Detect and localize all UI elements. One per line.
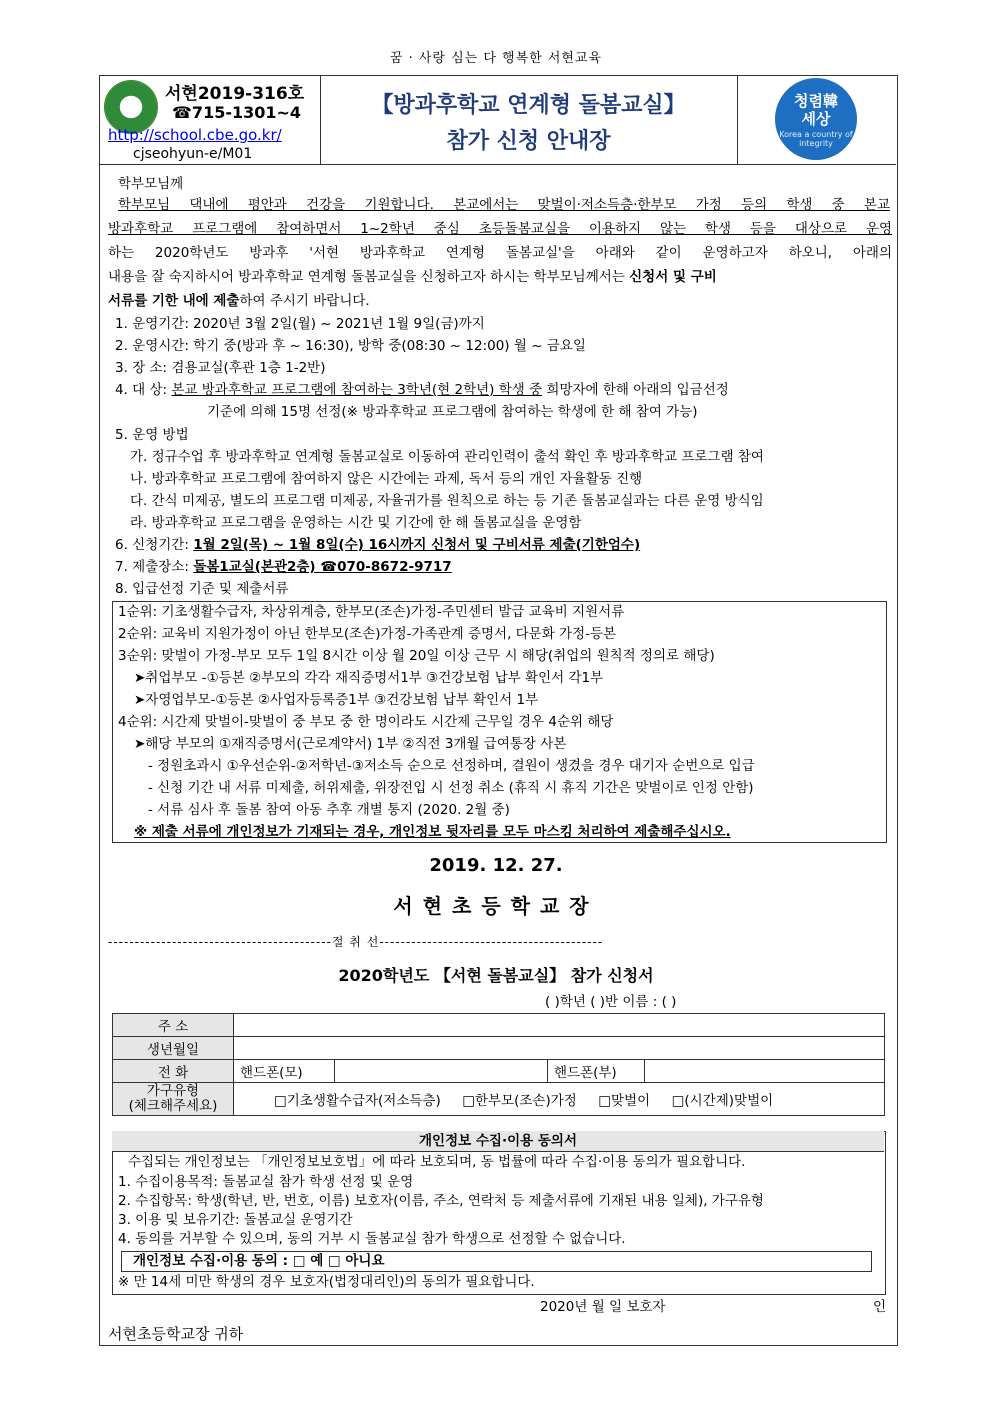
criteria-note-1: - 정원초과시 ①우선순위-②저학년-③저소득 순으로 선정하며, 결원이 생겼을 경우 대기자 순번으로 입급 — [148, 758, 755, 774]
brand-text-2: 세상 — [801, 110, 831, 128]
motto: 꿈 · 사랑 심는 다 행복한 서현교육 — [389, 51, 603, 66]
item-hours: 2. 운영시간: 학기 중(방과 후 ~ 16:30), 방학 중(08:30 ~ 12:00) 월 ~ 금요일 — [115, 338, 586, 354]
cut-line-text: 절 취 선 — [331, 935, 380, 949]
criteria-4-docs: ➤해당 부모의 ①재직증명서(근로계약서) 1부 ②직전 3개월 급여통장 사본 — [134, 736, 567, 752]
signature-line: 2020년 월 일 보호자 — [540, 1299, 666, 1315]
item-method-d: 라. 방과후학교 프로그램을 운영하는 시간 및 기간에 한 해 돌봄교실을 운영함 — [130, 515, 582, 531]
consent-intro: 수집되는 개인정보는 「개인정보보호법」에 따라 보호되며, 동 법률에 따라 수집·이용 동의가 필요합니다. — [128, 1154, 746, 1170]
address-input[interactable] — [234, 1014, 885, 1037]
household-option-low-income[interactable]: □기초생활수급자(저소득층) — [274, 1093, 441, 1109]
header-divider — [99, 164, 896, 165]
table-row — [113, 1014, 885, 1037]
intro-line-5a: 서류를 기한 내에 제출 — [108, 293, 240, 309]
principal-title: 서현초등학교장 — [393, 894, 599, 918]
household-type-label-2: (체크해주세요) — [128, 1098, 218, 1114]
item-period: 1. 운영기간: 2020년 3월 2일(월) ~ 2021년 1월 9일(금)까지 — [115, 316, 485, 332]
item-target-cont: 기준에 의해 15명 선정(※ 방과후학교 프로그램에 참여하는 학생에 한 해 참여 가능) — [207, 404, 698, 420]
school-phone: ☎715-1301~4 — [172, 103, 302, 122]
dad-phone-label: 핸드폰(부) — [548, 1060, 645, 1083]
intro-line-2: 방과후학교 프로그램에 참여하면서 1~2학년 중심 초등돌봄교실을 이용하지 않는 학생 등을 대상으로 운영 — [108, 221, 892, 237]
item-criteria: 8. 입급선정 기준 및 제출서류 — [115, 581, 289, 597]
item-method: 5. 운영 방법 — [115, 427, 189, 443]
household-option-dual-income[interactable]: □맞벌이 — [598, 1093, 651, 1109]
school-url-link[interactable]: http://school.cbe.go.kr/ — [108, 126, 282, 144]
brand-subtext: Korea a country of integrity — [779, 130, 853, 148]
item-apply-period-label: 6. 신청기간: — [115, 537, 194, 553]
criteria-4: 4순위: 시간제 맞벌이-맞벌이 중 부모 중 한 명이라도 시간제 근무일 경우 4순위 해당 — [118, 714, 614, 730]
item-method-b: 나. 방과후학교 프로그램에 참여하지 않은 시간에는 과제, 독서 등의 개인 자율활동 진행 — [130, 471, 643, 487]
form-title: 2020학년도 【서현 돌봄교실】 참가 신청서 — [338, 966, 654, 985]
household-type-label — [113, 1083, 234, 1116]
document-number: 서현2019-316호 — [165, 84, 305, 104]
item-method-a: 가. 정규수업 후 방과후학교 연계형 돌봄교실로 이동하여 관리인력이 출석 확인 후 방과후학교 프로그램 참여 — [130, 449, 764, 465]
brand-text — [775, 92, 857, 128]
intro-line-3: 하는 2020학년도 방과후 '서현 방과후학교 연계형 돌봄교실'을 아래와 같이 운영하고자 하오니, 아래의 — [108, 245, 892, 261]
item-place: 3. 장 소: 겸용교실(후관 1층 1-2반) — [115, 360, 326, 376]
item-target-underlined: 본교 방과후학교 프로그램에 참여하는 3학년(현 2학년) 학생 중 — [171, 382, 543, 398]
table-row — [113, 1037, 885, 1060]
table-row — [113, 1060, 885, 1083]
consent-agree-options[interactable]: 개인정보 수집·이용 동의 : □ 예 □ 아니요 — [133, 1253, 385, 1269]
household-option-parttime[interactable]: □(시간제)맞벌이 — [671, 1093, 774, 1109]
mom-phone-label: 핸드폰(모) — [234, 1060, 335, 1083]
criteria-warning: ※ 제출 서류에 개인정보가 기재되는 경우, 개인정보 뒷자리를 모두 마스킹 처리하여 제출해주십시오. — [134, 824, 731, 840]
phone-label: 전 화 — [113, 1060, 234, 1083]
minor-note: ※ 만 14세 미만 학생의 경우 보호자(법정대리인)의 동의가 필요합니다. — [118, 1274, 535, 1290]
birth-input[interactable] — [234, 1037, 885, 1060]
criteria-3: 3순위: 맞벌이 가정-부모 모두 1일 8시간 이상 월 20일 이상 근무 시 해당(취업의 원칙적 정의로 해당) — [118, 648, 715, 664]
mom-phone-input[interactable] — [335, 1060, 548, 1083]
item-submit-place-label: 7. 제출장소: — [115, 559, 194, 575]
salutation: 학부모님께 — [118, 176, 184, 192]
brand-text-1: 청렴韓 — [794, 92, 838, 110]
item-target — [115, 380, 899, 400]
table-row — [113, 1083, 885, 1116]
criteria-3-employed: ➤취업부모 -①등본 ②부모의 각각 재직증명서1부 ③건강보험 납부 확인서 각1부 — [134, 670, 604, 686]
intro-line-1 — [118, 195, 890, 215]
consent-item-3: 3. 이용 및 보유기간: 돌봄교실 운영기간 — [118, 1212, 353, 1228]
seal-mark: 인 — [873, 1299, 887, 1315]
item-submit-place-value: 돌봄1교실(본관2층) ☎070-8672-9717 — [193, 559, 452, 575]
criteria-note-3: - 서류 심사 후 돌봄 참여 아동 추후 개별 통지 (2020. 2월 중) — [148, 802, 510, 818]
issue-date: 2019. 12. 27. — [429, 855, 563, 876]
household-type-label-1: 가구유형 — [146, 1083, 200, 1099]
intro-line-5b: 하여 주시기 바랍니다. — [239, 293, 370, 309]
cut-line: ------------------------------------------절 취 선------------------------------------------ — [108, 935, 604, 949]
student-info-line: ( )학년 ( )반 이름 : ( ) — [545, 994, 677, 1010]
criteria-2: 2순위: 교육비 지원가정이 아닌 한부모(조손)가정-가족관계 증명서, 다문화 가정-등본 — [118, 626, 617, 642]
intro-line-4 — [108, 267, 892, 287]
intro-line-5 — [108, 291, 892, 311]
consent-item-1: 1. 수집이용목적: 돌봄교실 참가 학생 선정 및 운영 — [118, 1174, 414, 1190]
birth-label: 생년월일 — [113, 1037, 234, 1060]
item-target-rest: 희망자에 한해 아래의 입금선정 — [542, 382, 729, 398]
consent-title: 개인정보 수집·이용 동의서 — [112, 1131, 884, 1152]
dad-phone-input[interactable] — [645, 1060, 885, 1083]
household-type-options — [234, 1083, 885, 1116]
item-apply-period — [115, 535, 899, 555]
school-code: cjseohyun-e/M01 — [133, 146, 253, 162]
intro-line-1-text: 학부모님 댁내에 평안과 건강을 기원합니다. 본교에서는 맞벌이·저소득층·한부모 가정 등의 학생 중 본교 — [118, 197, 890, 213]
criteria-1: 1순위: 기초생활수급자, 차상위계층, 한부모(조손)가정-주민센터 발급 교육비 지원서류 — [118, 604, 625, 620]
page-title: 【방과후학교 연계형 돌봄교실】 — [371, 93, 686, 118]
consent-item-2: 2. 수집항목: 학생(학년, 반, 번호, 이름) 보호자(이름, 주소, 연락처 등 제출서류에 기재된 내용 일체), 가구유형 — [118, 1193, 764, 1209]
address-label: 주 소 — [113, 1014, 234, 1037]
household-option-single-parent[interactable]: □한부모(조손)가정 — [462, 1093, 577, 1109]
criteria-note-2: - 신청 기간 내 서류 미제출, 허위제출, 위장전입 시 선정 취소 (휴직 시 휴직 기간은 맞벌이로 인정 안함) — [148, 780, 754, 796]
item-method-c: 다. 간식 미제공, 별도의 프로그램 미제공, 자율귀가를 원칙으로 하는 등 기존 돌봄교실과는 다른 운영 방식임 — [130, 493, 764, 509]
item-submit-place — [115, 557, 899, 577]
page-subtitle: 참가 신청 안내장 — [446, 129, 611, 154]
item-apply-period-value: 1월 2일(목) ~ 1월 8일(수) 16시까지 신청서 및 구비서류 제출(기한엄수) — [193, 537, 641, 553]
consent-item-4: 4. 동의를 거부할 수 있으며, 동의 거부 시 돌봄교실 참가 학생으로 선정할 수 없습니다. — [118, 1231, 626, 1247]
intro-line-4a: 내용을 잘 숙지하시어 방과후학교 연계형 돌봄교실을 신청하고자 하시는 학부모님께서는 — [108, 269, 630, 285]
criteria-3-self: ➤자영업부모-①등본 ②사업자등록증1부 ③건강보험 납부 확인서 1부 — [134, 692, 539, 708]
header-divider-right — [737, 75, 738, 164]
item-target-label: 4. 대 상: — [115, 382, 172, 398]
application-table — [112, 1013, 885, 1116]
intro-line-4b: 신청서 및 구비 — [629, 269, 717, 285]
recipient: 서현초등학교장 귀하 — [108, 1325, 244, 1343]
